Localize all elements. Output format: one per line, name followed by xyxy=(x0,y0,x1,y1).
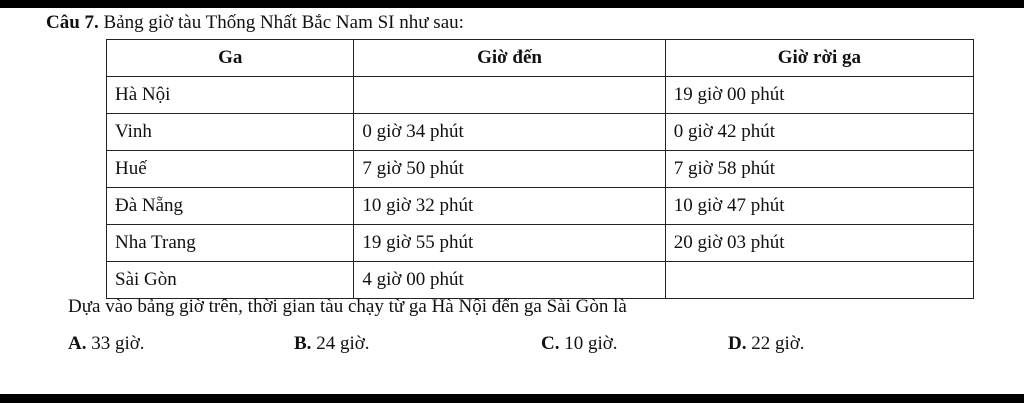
option-letter: D. xyxy=(728,333,747,354)
option-b xyxy=(294,333,370,355)
option-text: 22 giờ. xyxy=(751,333,805,354)
departure-cell: 0 giờ 42 phút xyxy=(665,114,973,151)
option-text: 10 giờ. xyxy=(564,333,618,354)
departure-cell: 19 giờ 00 phút xyxy=(665,77,973,114)
question-number: Câu 7. xyxy=(46,12,99,33)
header-arrival: Giờ đến xyxy=(354,40,665,77)
option-letter: C. xyxy=(541,333,560,354)
station-cell: Hà Nội xyxy=(107,77,354,114)
question-heading xyxy=(46,12,464,34)
station-cell: Sài Gòn xyxy=(107,262,354,299)
table-row xyxy=(107,114,974,151)
station-cell: Huế xyxy=(107,151,354,188)
question-prompt: Dựa vào bảng giờ trên, thời gian tàu chạy từ ga Hà Nội đến ga Sài Gòn là xyxy=(68,296,627,317)
option-text: 33 giờ. xyxy=(91,333,145,354)
header-station: Ga xyxy=(107,40,354,77)
departure-cell: 20 giờ 03 phút xyxy=(665,225,973,262)
station-cell: Vinh xyxy=(107,114,354,151)
option-text: 24 giờ. xyxy=(316,333,370,354)
table-row xyxy=(107,151,974,188)
table-header-row xyxy=(107,40,974,77)
arrival-cell: 0 giờ 34 phút xyxy=(354,114,665,151)
station-cell: Nha Trang xyxy=(107,225,354,262)
question-text: Bảng giờ tàu Thống Nhất Bắc Nam SI như sau: xyxy=(103,12,464,33)
arrival-cell: 10 giờ 32 phút xyxy=(354,188,665,225)
train-schedule-table xyxy=(106,39,974,299)
document-page xyxy=(0,8,1024,394)
option-letter: A. xyxy=(68,333,87,354)
arrival-cell: 4 giờ 00 phút xyxy=(354,262,665,299)
option-d xyxy=(728,333,805,355)
arrival-cell: 7 giờ 50 phút xyxy=(354,151,665,188)
option-a xyxy=(68,333,145,355)
table-row xyxy=(107,188,974,225)
arrival-cell: 19 giờ 55 phút xyxy=(354,225,665,262)
option-letter: B. xyxy=(294,333,312,354)
header-departure: Giờ rời ga xyxy=(665,40,973,77)
table-row xyxy=(107,225,974,262)
departure-cell: 7 giờ 58 phút xyxy=(665,151,973,188)
departure-cell xyxy=(665,262,973,299)
option-c xyxy=(541,333,618,355)
departure-cell: 10 giờ 47 phút xyxy=(665,188,973,225)
table-row xyxy=(107,262,974,299)
arrival-cell xyxy=(354,77,665,114)
station-cell: Đà Nẵng xyxy=(107,188,354,225)
table-row xyxy=(107,77,974,114)
